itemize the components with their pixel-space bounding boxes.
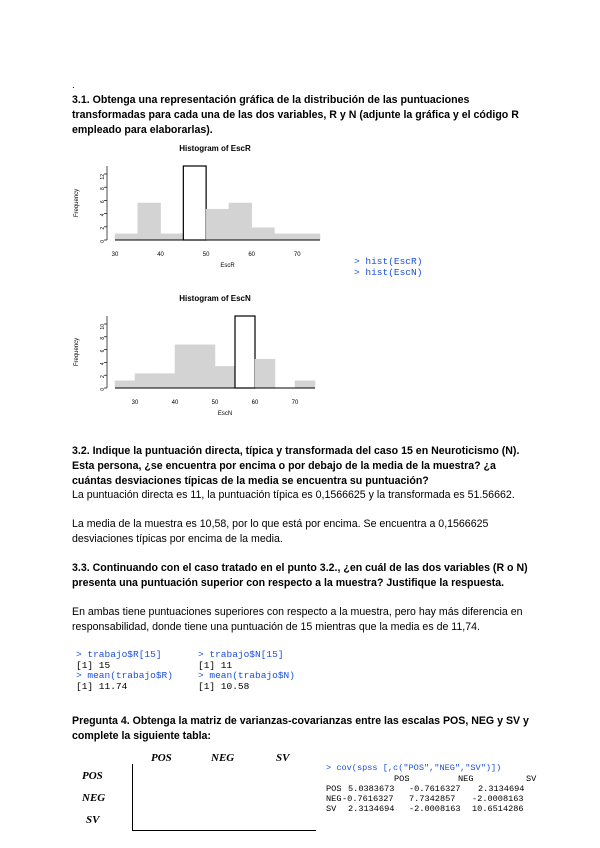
- r-cov-row-label: POS: [326, 783, 342, 794]
- hist-escn-chart: [70, 302, 330, 426]
- histogram-bar: [115, 234, 138, 240]
- x-tick-label: 30: [111, 252, 119, 258]
- code-output: [1] 10.58: [198, 680, 250, 692]
- x-tick-label: 40: [171, 400, 179, 406]
- x-tick-label: 60: [251, 400, 259, 406]
- r-code-hist-escn: > hist(EscN): [354, 267, 423, 278]
- r-cov-col: NEG: [458, 773, 474, 784]
- r-cov-header: [326, 774, 540, 784]
- r-code-block-left: [76, 650, 173, 692]
- histogram-bar: [183, 166, 206, 240]
- histogram-bar: [252, 228, 275, 240]
- x-tick-label: 40: [157, 252, 164, 258]
- histogram-bar: [229, 203, 252, 240]
- table-col-header: SV: [276, 752, 290, 764]
- hist-escr-title: Histogram of EscR: [179, 144, 251, 153]
- histogram-bar: [297, 234, 320, 240]
- x-tick-label: 70: [293, 252, 301, 258]
- y-tick-label: 6: [100, 200, 106, 204]
- r-cov-cell: 7.7342857: [409, 793, 456, 804]
- r-cov-col: POS: [394, 773, 410, 784]
- y-tick-label: 8: [100, 187, 106, 190]
- histogram-bar: [206, 209, 229, 240]
- r-cov-row: [326, 784, 540, 794]
- y-tick-label: 4: [100, 213, 106, 217]
- y-axis-label: Frequency: [74, 337, 80, 367]
- answer-3-3: En ambas tiene puntuaciones superiores con respecto a la muestra, pero hay más diferencia en responsabilidad, donde tiene una puntuación de 15 mientras que la media es de 11,74.: [72, 606, 523, 633]
- hist-escn-title: Histogram of EscN: [179, 294, 251, 303]
- code-line: > mean(trabajo$R): [76, 670, 173, 681]
- histogram-bar: [235, 316, 255, 388]
- table-row-header: SV: [86, 814, 100, 826]
- r-code-hist-escr: > hist(EscR): [354, 256, 423, 267]
- table-row-header: NEG: [82, 792, 106, 804]
- table-divider: [132, 830, 316, 831]
- histogram-bar: [274, 234, 297, 240]
- y-tick-label: 2: [100, 375, 106, 378]
- x-tick-label: 30: [131, 400, 139, 406]
- r-cov-output: [326, 763, 540, 814]
- histogram-bar: [195, 345, 215, 388]
- table-divider: [132, 764, 133, 830]
- histogram-bar: [138, 203, 161, 240]
- r-cov-cell: -2.0008163: [472, 793, 524, 804]
- x-tick-label: 70: [291, 400, 299, 406]
- histogram-bar: [135, 374, 155, 388]
- y-tick-label: 12: [100, 174, 106, 180]
- r-cov-command: > cov(spss [,c("POS","NEG","SV")]): [326, 763, 502, 773]
- code-line: > trabajo$N[15]: [198, 649, 284, 660]
- y-tick-label: 0: [100, 240, 106, 243]
- r-cov-cell: 5.0383673: [348, 783, 395, 794]
- table-row-header: POS: [82, 770, 103, 782]
- r-cov-cell: 2.3134694: [478, 783, 525, 794]
- histogram-bar: [155, 374, 175, 388]
- code-output: [1] 15: [76, 659, 111, 671]
- r-cov-row-label: SV: [326, 803, 337, 814]
- r-cov-row-label: NEG: [326, 793, 342, 804]
- histogram-bar: [255, 359, 275, 388]
- page-marker: .: [72, 80, 75, 91]
- y-tick-label: 4: [100, 362, 106, 366]
- y-tick-label: 2: [100, 226, 106, 230]
- code-line: > trabajo$R[15]: [76, 649, 162, 660]
- r-cov-row: [326, 804, 540, 814]
- r-cov-cell: -2.0008163: [409, 803, 461, 814]
- x-tick-label: 50: [202, 252, 210, 258]
- y-tick-label: 8: [100, 336, 106, 340]
- r-cov-row: [326, 794, 540, 804]
- r-cov-cell: 2.3134694: [348, 803, 395, 814]
- r-code-block-right: [198, 650, 295, 692]
- code-output: [1] 11: [198, 659, 233, 671]
- histogram-bar: [115, 381, 135, 388]
- y-tick-label: 0: [100, 388, 106, 391]
- histogram-bar: [175, 345, 195, 388]
- r-cov-col: SV: [526, 773, 537, 784]
- r-cov-cell: -0.7616327: [409, 783, 461, 794]
- x-axis-label: EscR: [220, 263, 235, 269]
- answer-3-2-a: La puntuación directa es 11, la puntuación típica es 0,1566625 y la transformada es 51.56662.: [72, 489, 515, 501]
- question-3-2: 3.2. Indique la puntuación directa, típica y transformada del caso 15 en Neuroticismo (N). Esta persona, ¿se encuentra por encima o por debajo de la media de la muestra? ¿a cuántas desviaciones típicas de la media se encuentra su puntuación?: [72, 445, 520, 487]
- table-col-header: NEG: [211, 752, 235, 764]
- r-cov-cell: -0.7616327: [342, 793, 394, 804]
- histogram-bar: [215, 366, 235, 388]
- y-tick-label: 6: [100, 349, 106, 353]
- table-col-header: POS: [151, 752, 172, 764]
- answer-3-2-b: La media de la muestra es 10,58, por lo que está por encima. Se encuentra a 0,1566625 desviaciones típicas por encima de la media.: [72, 518, 489, 545]
- code-output: [1] 11.74: [76, 680, 128, 692]
- r-cov-cell: 10.6514286: [472, 803, 524, 814]
- question-4: Pregunta 4. Obtenga la matriz de varianzas-covarianzas entre las escalas POS, NEG y SV y complete la siguiente tabla:: [72, 715, 529, 742]
- x-tick-label: 60: [248, 252, 256, 258]
- covariance-table: [76, 750, 326, 832]
- y-tick-label: 10: [100, 324, 106, 330]
- x-tick-label: 50: [211, 400, 219, 406]
- question-3-1: 3.1. Obtenga una representación gráfica de la distribución de las puntuaciones transformadas para cada una de las dos variables, R y N (adjunte la gráfica y el código R empleado para elaborarlas).: [72, 94, 519, 136]
- hist-escr-chart: [70, 152, 330, 282]
- histogram-bar: [161, 234, 184, 240]
- histogram-bar: [295, 381, 315, 388]
- y-axis-label: Frequency: [74, 188, 80, 218]
- question-3-3: 3.3. Continuando con el caso tratado en el punto 3.2., ¿en cuál de las dos variables (R o N) presenta una puntuación superior con respecto a la muestra? Justifique la respuesta.: [72, 562, 528, 589]
- x-axis-label: EscN: [217, 411, 233, 417]
- code-line: > mean(trabajo$N): [198, 670, 295, 681]
